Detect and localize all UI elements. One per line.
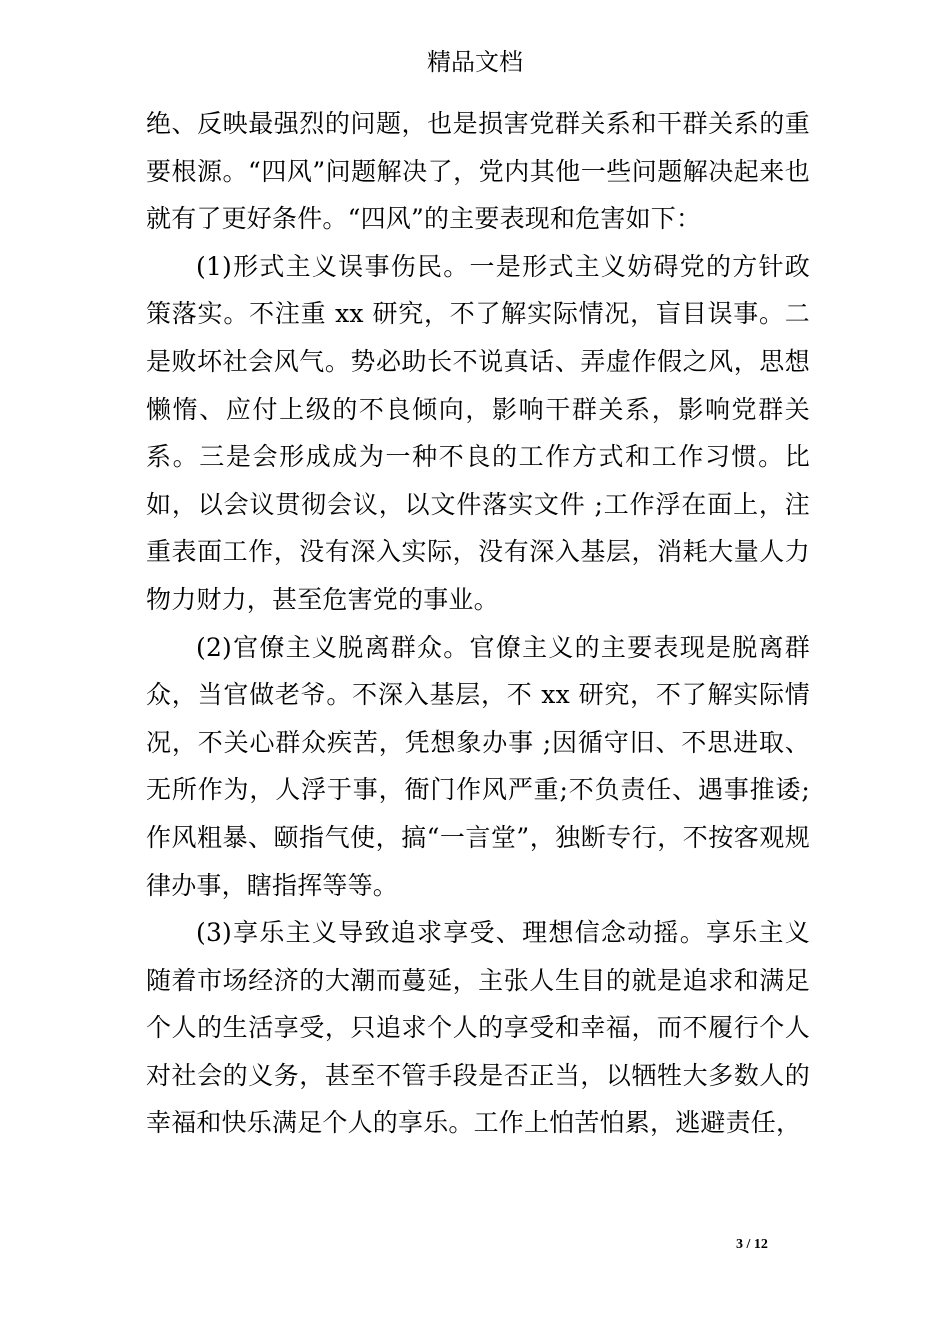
page-number: 3 / 12 (736, 1237, 768, 1252)
paragraph-hedonism: (3)享乐主义导致追求享受、理想信念动摇。享乐主义随着市场经济的大潮而蔓延，主张人生目的就是追求和满足个人的生活享受，只追求个人的享受和幸福，而不履行个人对社会的义务，甚至不管手段是否正当，以牺牲大多数人的幸福和快乐满足个人的享乐。工作上怕苦怕累，逃避责任， (146, 918, 810, 1138)
page-header-title: 精品文档 (427, 48, 523, 76)
paragraph-bureaucratism: (2)官僚主义脱离群众。官僚主义的主要表现是脱离群众，当官做老爷。不深入基层，不 xx 研究，不了解实际情况，不关心群众疾苦，凭想象办事 ;因循守旧、不思进取、无所作为，人浮于事，衙门作风严重;不负责任、遇事推诿;作风粗暴、颐指气使，搞“一言堂”，独断专行，不按客观规律办事，瞎指挥等等。 (146, 632, 810, 900)
document-body (146, 100, 810, 1147)
paragraph-continuation: 绝、反映最强烈的问题，也是损害党群关系和干群关系的重要根源。“四风”问题解决了，党内其他一些问题解决起来也就有了更好条件。“四风”的主要表现和危害如下： (146, 109, 810, 234)
paragraph-formalism: (1)形式主义误事伤民。一是形式主义妨碍党的方针政策落实。不注重 xx 研究，不了解实际情况，盲目误事。二是败坏社会风气。势必助长不说真话、弄虚作假之风，思想懒惰、应付上级的不良倾向，影响干群关系，影响党群关系。三是会形成成为一种不良的工作方式和工作习惯。比如，以会议贯彻会议，以文件落实文件 ;工作浮在面上，注重表面工作，没有深入实际，没有深入基层，消耗大量人力物力财力，甚至危害党的事业。 (146, 251, 810, 614)
